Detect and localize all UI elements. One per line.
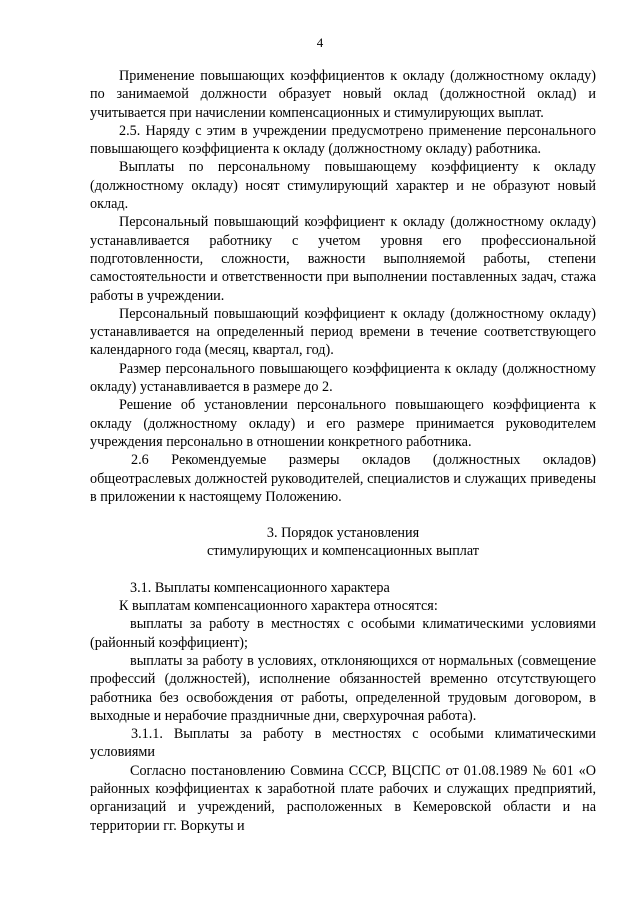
paragraph: выплаты за работу в местностях с особыми климатическими условиями (районный коэффициент); [90, 616, 596, 651]
section-heading [90, 524, 596, 561]
paragraph: Согласно постановлению Совмина СССР, ВЦСПС от 01.08.1989 № 601 «О районных коэффициентах к заработной плате рабочих и служащих предприятий, организаций и учреждений, расположенных в Кемеровской области и на территории гг. Воркуты и [90, 762, 596, 834]
paragraph: Выплаты по персональному повышающему коэффициенту к окладу (должностному окладу) носят стимулирующий характер и не образуют новый оклад. [90, 159, 596, 213]
paragraph: К выплатам компенсационного характера относятся: [119, 598, 438, 615]
paragraph: Персональный повышающий коэффициент к окладу (должностному окладу) устанавливается работнику с учетом уровня его профессиональной подготовленности, сложности, важности выполняемой работы, степени самостоятельности и ответственности при выполнении поставленных задач, стажа работы в учреждении. [90, 214, 596, 304]
paragraph: выплаты за работу в условиях, отклоняющихся от нормальных (совмещение профессий (должностей), исполнение обязанностей временно отсутствующего работника без освобождения от работы, определенной трудовым договором, в выходные и нерабочие праздничные дни, сверхурочная работа). [90, 652, 596, 724]
spacer [90, 561, 596, 579]
paragraph: 3.1. Выплаты компенсационного характера [130, 579, 390, 596]
paragraph: 2.5. Наряду с этим в учреждении предусмотрено применение персонального повышающего коэффициента к окладу (должностному окладу) работника. [90, 122, 596, 158]
section-heading-line: стимулирующих и компенсационных выплат [207, 543, 479, 560]
page-number: 4 [316, 35, 324, 50]
paragraph: Размер персонального повышающего коэффициента к окладу (должностному окладу) устанавливается в размере до 2. [90, 360, 596, 396]
paragraph: Применение повышающих коэффициентов к окладу (должностному окладу) по занимаемой должности образует новый оклад (должностной оклад) и учитывается при начислении компенсационных и стимулирующих выплат. [90, 68, 596, 121]
paragraph: 3.1.1. Выплаты за работу в местностях с особыми климатическими условиями [90, 726, 596, 761]
paragraph: 2.6 Рекомендуемые размеры окладов (должностных окладов) общеотраслевых должностей руководителей, специалистов и служащих приведены в приложении к настоящему Положению. [90, 452, 596, 505]
paragraph: Решение об установлении персонального повышающего коэффициента к окладу (должностному окладу) и его размере принимается руководителем учреждения персонально в отношении конкретного работника. [90, 397, 596, 450]
document-body [90, 67, 596, 835]
paragraph: Персональный повышающий коэффициент к окладу (должностному окладу) устанавливается на определенный период времени в течение соответствующего календарного года (месяц, квартал, год). [90, 305, 596, 359]
section-heading-line: 3. Порядок установления [266, 525, 420, 542]
